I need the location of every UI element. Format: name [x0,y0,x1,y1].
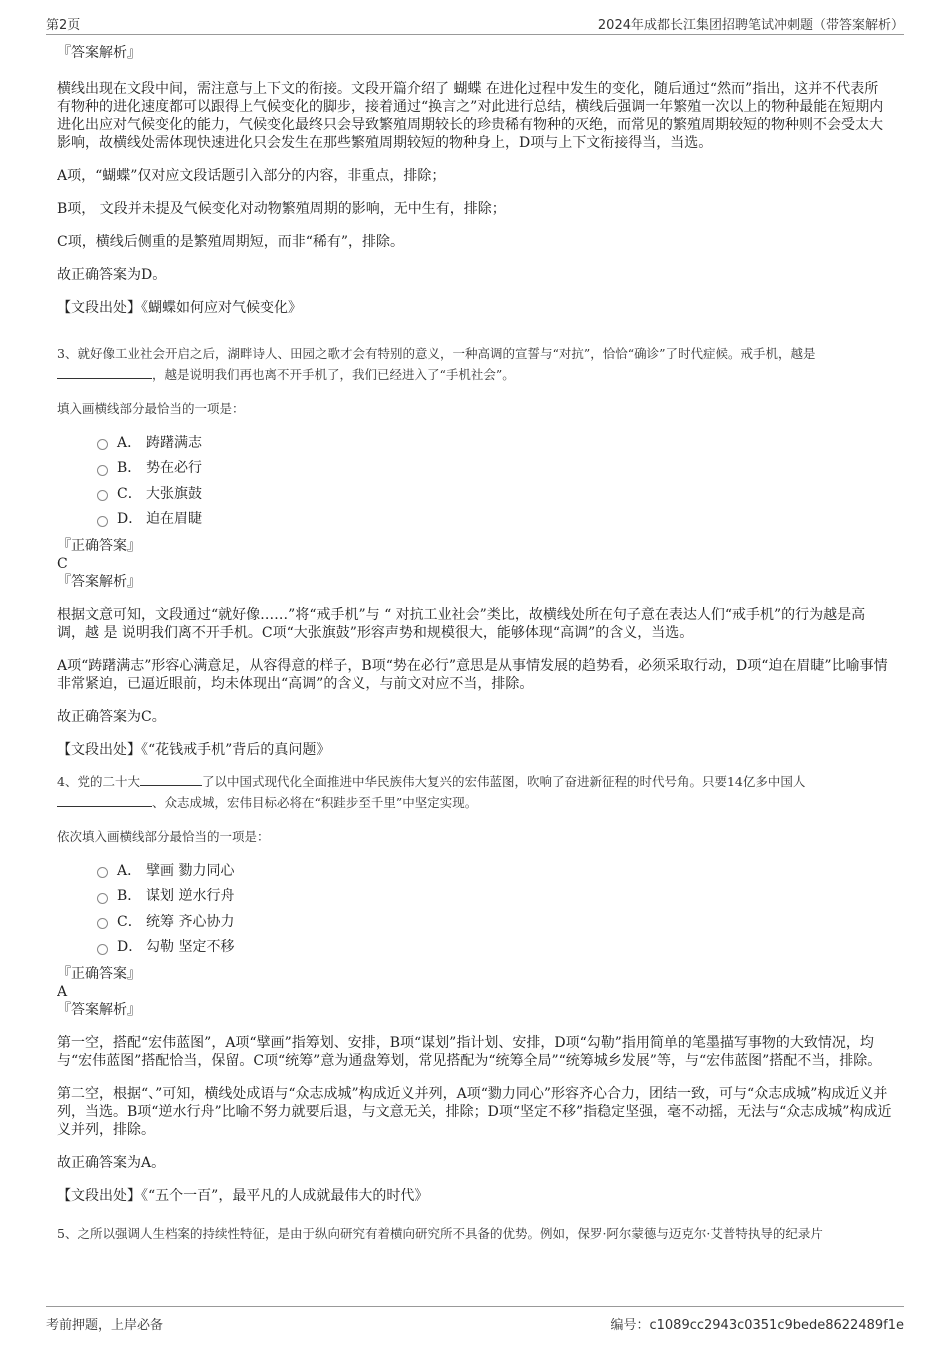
question-3 [57,343,892,759]
option-text: 统筹 齐心协力 [146,913,235,930]
document-id: 编号：c1089cc2943c0351c9bede8622489f1e [610,1318,904,1333]
analysis-paragraph: B项， 文段并未提及气候变化对动物繁殖周期的影响，无中生有，排除； [57,201,506,217]
document-title: 2024年成都长江集团招聘笔试冲刺题（带答案解析） [597,18,904,33]
question-prompt: 填入画横线部分最恰当的一项是： [57,401,245,416]
source-citation: 【文段出处】《“五个一百”，最平凡的人成就最伟大的时代》 [57,1188,429,1204]
analysis-label: 『答案解析』 [57,45,141,61]
page-number: 第2页 [46,18,81,33]
question-4 [57,771,892,1205]
option-text: 踌躇满志 [146,434,202,451]
option-letter: D． [117,939,143,956]
fill-blank [57,794,152,807]
radio-icon[interactable] [97,944,108,955]
answer-label: 『正确答案』 [57,538,141,554]
answer-conclusion: 故正确答案为D。 [57,267,167,283]
option-letter: C． [117,485,142,502]
question-prompt: 依次填入画横线部分最恰当的一项是： [57,829,270,844]
correct-answer: C [57,556,68,572]
option-letter: A． [117,434,142,451]
option-letter: C． [117,913,142,930]
analysis-paragraph: 根据文意可知，文段通过“就好像……”将“戒手机”与 “ 对抗工业社会”类比，故横线处所在句子意在表达人们“戒手机”的行为越是高调，越 是 说明我们离不开手机。C项“大张旗鼓”形容声势和规模很大，能够体现“高调”的含义，当选。 [57,607,866,641]
radio-icon[interactable] [97,867,108,878]
option-text: 迫在眉睫 [146,511,202,528]
analysis-paragraph: A项，“蝴蝶”仅对应文段话题引入部分的内容，非重点，排除； [57,168,446,184]
analysis-paragraph: 横线出现在文段中间，需注意与上下文的衔接。文段开篇介绍了 蝴蝶 在进化过程中发生的变化，随后通过“然而”指出，这并不代表所有物种的进化速度都可以跟得上气候变化的脚步，接着通过“换言之”对此进行总结，横线后强调一年繁殖一次以上的物种最能在短期内进化出应对气候变化的能力，气候变化最终只会导致繁殖周期较长的珍贵稀有物种的灭绝，而常见的繁殖周期较短的物种则不会受太大影响，故横线处需体现快速进化只会发生在那些繁殖周期较短的物种身上，D项与上下文衔接得当，当选。 [57,81,884,151]
analysis-label: 『答案解析』 [57,574,141,590]
option-b[interactable] [57,884,892,910]
analysis-paragraph: C项，横线后侧重的是繁殖周期短，而非“稀有”，排除。 [57,234,405,250]
fill-blank [57,366,152,379]
analysis-paragraph: 第二空，根据“、”可知，横线处成语与“众志成城”构成近义并列，A项“勠力同心”形容齐心合力，团结一致，可与“众志成城”构成近义并列，当选。B项“逆水行舟”比喻不努力就要后退，与文意无关，排除；D项“坚定不移”指稳定坚强，毫不动摇，无法与“众志成城”构成近义并列，排除。 [57,1086,892,1138]
option-b[interactable] [57,456,892,482]
option-a[interactable] [57,858,892,884]
page-content [57,44,892,1301]
analysis-label: 『答案解析』 [57,1002,141,1018]
stem-text: 3、就好像工业社会开启之后，湖畔诗人、田园之歌才会有特别的意义，一种高调的宣誓与“对抗”，恰恰“确诊”了时代症候。戒手机，越是 [57,346,816,361]
question-5-partial: 5、之所以强调人生档案的持续性特征，是由于纵向研究有着横向研究所不具备的优势。例如，保罗·阿尔蒙德与迈克尔·艾普特执导的纪录片 [57,1226,823,1241]
option-a[interactable] [57,430,892,456]
question-stem [57,343,892,385]
source-citation: 【文段出处】《“花钱戒手机”背后的真问题》 [57,742,331,758]
analysis-paragraph: A项“踌躇满志”形容心满意足，从容得意的样子，B项“势在必行”意思是从事情发展的趋势看，必须采取行动，D项“迫在眉睫”比喻事情非常紧迫，已逼近眼前，均未体现出“高调”的含义，与前文对应不当，排除。 [57,658,888,692]
option-letter: D． [117,511,143,528]
answer-conclusion: 故正确答案为C。 [57,709,166,725]
fill-blank [140,773,202,786]
correct-answer: A [57,984,68,1000]
radio-icon[interactable] [97,893,108,904]
stem-text: 了以中国式现代化全面推进中华民族伟大复兴的宏伟蓝图，吹响了奋进新征程的时代号角。只要14亿多中国人 [201,774,806,789]
option-letter: B． [117,888,142,905]
option-letter: A． [117,862,142,879]
page-footer [46,1306,904,1333]
answer-label: 『正确答案』 [57,966,141,982]
radio-icon[interactable] [97,490,108,501]
option-text: 勾勒 坚定不移 [146,939,235,956]
stem-text: ，越是说明我们再也离不开手机了，我们已经进入了“手机社会”。 [152,367,515,382]
option-letter: B． [117,460,142,477]
option-c[interactable] [57,481,892,507]
page-header [46,12,904,35]
footer-slogan: 考前押题，上岸必备 [46,1318,164,1333]
question-2-tail [57,44,892,317]
option-text: 谋划 逆水行舟 [146,888,235,905]
analysis-paragraph: 第一空，搭配“宏伟蓝图”，A项“擘画”指筹划、安排，B项“谋划”指计划、安排，D项“勾勒”指用简单的笔墨描写事物的大致情况，均与“宏伟蓝图”搭配恰当，保留。C项“统筹”意为通盘筹划，常见搭配为“统筹全局”“统筹城乡发展”等，与“宏伟蓝图”搭配不当，排除。 [57,1035,882,1069]
radio-icon[interactable] [97,516,108,527]
stem-text: 、众志成城，宏伟目标必将在“积跬步至千里”中坚定实现。 [152,795,478,810]
option-text: 大张旗鼓 [146,485,202,502]
source-citation: 【文段出处】《蝴蝶如何应对气候变化》 [57,300,302,316]
option-d[interactable] [57,507,892,533]
option-text: 势在必行 [146,460,202,477]
option-list [57,430,892,532]
option-d[interactable] [57,935,892,961]
radio-icon[interactable] [97,918,108,929]
stem-text: 4、党的二十大 [57,774,140,789]
question-stem [57,771,892,813]
answer-conclusion: 故正确答案为A。 [57,1155,166,1171]
option-c[interactable] [57,909,892,935]
option-text: 擘画 勠力同心 [146,862,235,879]
radio-icon[interactable] [97,439,108,450]
radio-icon[interactable] [97,465,108,476]
option-list [57,858,892,960]
